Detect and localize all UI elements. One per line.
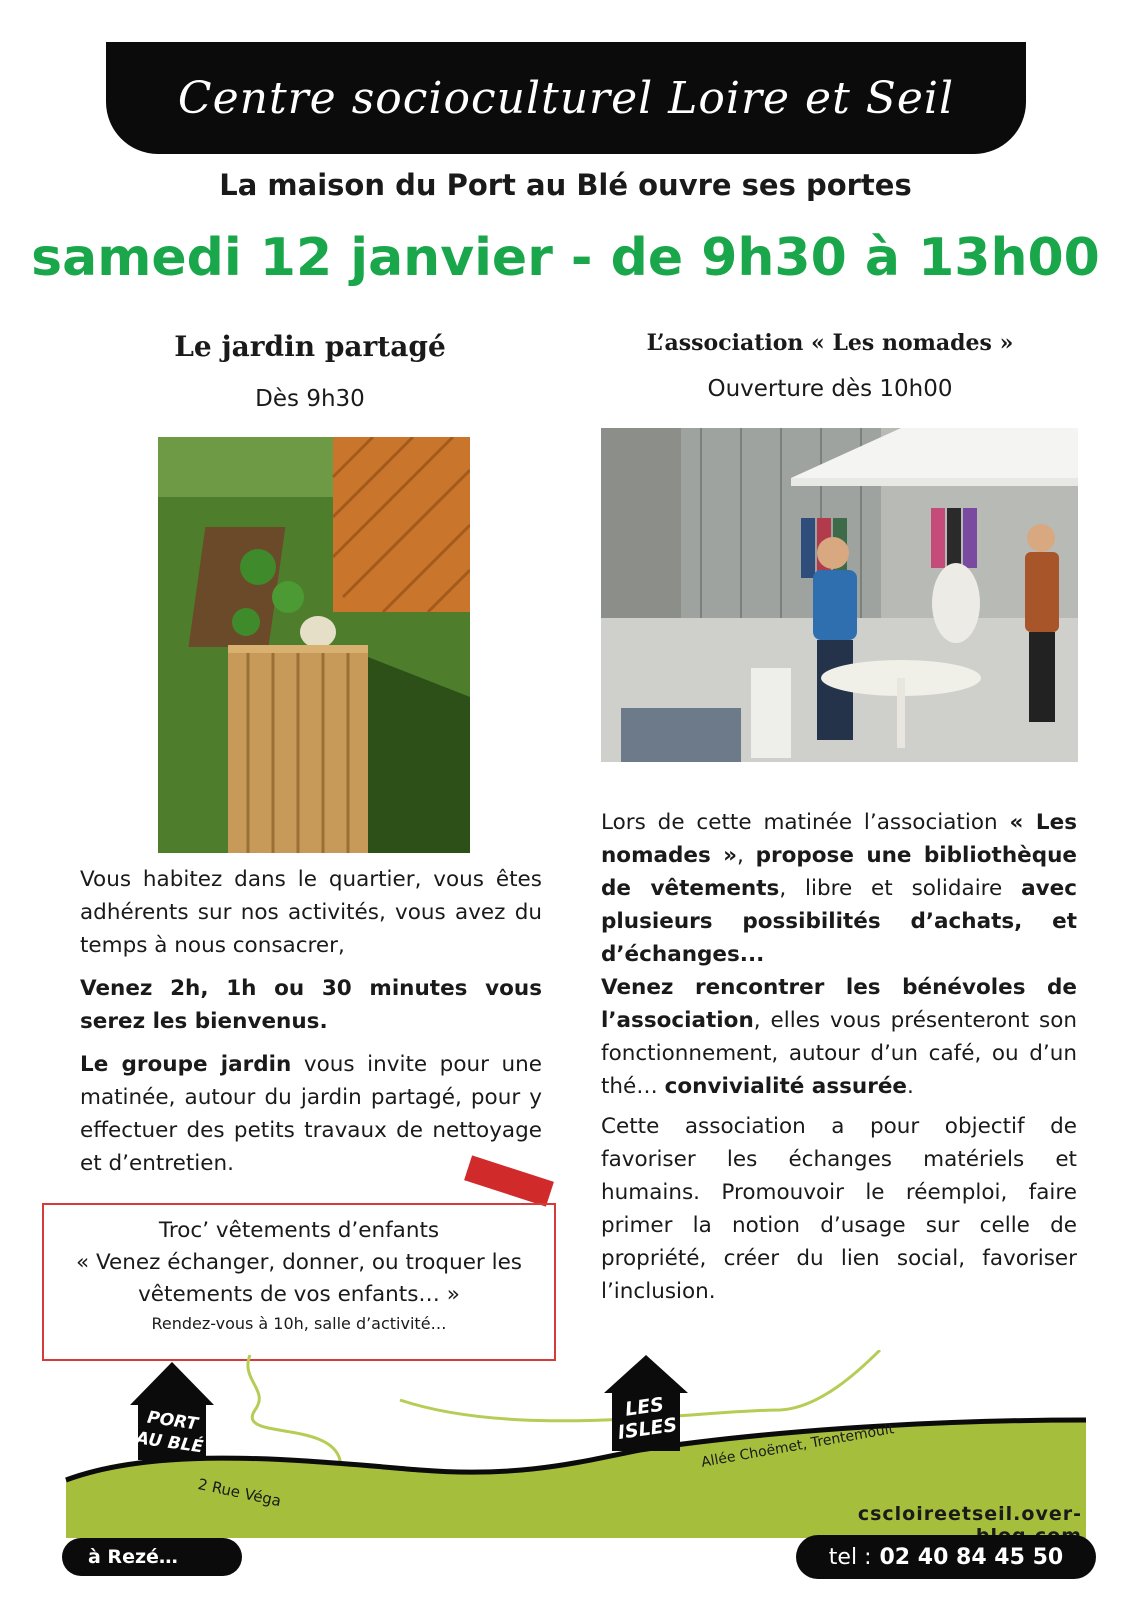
banner-title: Centre socioculturel Loire et Seil <box>177 72 955 124</box>
garden-group-label: Le groupe jardin <box>80 1052 292 1077</box>
garden-paragraph-3-text: vous invite pour une matinée, autour du jardin partagé, pour y effectuer des petits travaux de nettoyage et d’entretien. <box>80 1052 542 1176</box>
port-au-ble-address: 2 Rue Véga <box>196 1475 283 1511</box>
nomades-paragraph-3: Cette association a pour objectif de favoriser les échanges matériels et humains. Promouvoir le réemploi, faire primer la notion d’usage sur celle de propriété, créer du lien social, favoriser l’inclusion. <box>601 1114 1077 1304</box>
troc-title: Troc’ vêtements d’enfants <box>158 1218 440 1243</box>
troc-meeting: Rendez-vous à 10h, salle d’activité… <box>151 1314 447 1333</box>
garden-paragraph-1: Vous habitez dans le quartier, vous êtes adhérents sur nos activités, vous avez du temps à nous consacrer, <box>80 867 542 958</box>
market-photo <box>601 428 1078 762</box>
phone-pill <box>796 1535 1096 1579</box>
nomades-name: « Les nomades » <box>601 810 1077 868</box>
les-isles-address: Allée Choëmet, Trentemoult <box>700 1421 896 1471</box>
nomades-period: . <box>906 1074 914 1099</box>
nomades-time: Ouverture dès 10h00 <box>707 376 953 402</box>
garden-time: Dès 9h30 <box>255 386 365 412</box>
banner <box>106 42 1026 154</box>
nomades-conviviality: convivialité assurée <box>664 1074 907 1099</box>
nomades-offer: propose une bibliothèque de vêtements <box>601 843 1078 901</box>
troc-description: « Venez échanger, donner, ou troquer les vêtements de vos enfants… » <box>75 1250 523 1307</box>
phone-label: tel : <box>828 1544 872 1570</box>
event-date: samedi 12 janvier - de 9h30 à 13h00 <box>31 228 1100 288</box>
nomades-title: L’association « Les nomades » <box>646 330 1014 356</box>
phone-number[interactable]: 02 40 84 45 50 <box>879 1544 1064 1570</box>
nomades-offer-desc: , libre et solidaire <box>779 876 1022 901</box>
nomades-comma: , <box>737 843 756 868</box>
website-link[interactable]: cscloireetseil.over- <box>857 1503 1082 1525</box>
les-isles-label: LES ISLES <box>616 1393 679 1444</box>
nomades-invite-desc: , elles vous présenteront son fonctionnement, autour d’un café, ou d’un thé… <box>601 1008 1077 1099</box>
port-au-ble-label: PORT AU BLÉ <box>134 1407 205 1458</box>
nomades-options: avec plusieurs possibilités d’achats, et d’échanges... <box>601 876 1077 967</box>
city-label <box>62 1538 242 1576</box>
garden-photo <box>158 437 470 853</box>
garden-title: Le jardin partagé <box>174 330 446 363</box>
city-text: à Rezé… <box>88 1546 178 1568</box>
nomades-paragraph-1 <box>601 806 1077 1103</box>
nomades-intro: Lors de cette matinée l’association <box>601 810 1010 835</box>
garden-paragraph-2: Venez 2h, 1h ou 30 minutes vous serez les bienvenus. <box>80 976 542 1034</box>
nomades-invite: Venez rencontrer les bénévoles de l’association <box>601 975 1077 1033</box>
page-subtitle: La maison du Port au Blé ouvre ses portes <box>219 168 912 202</box>
troc-box <box>42 1203 556 1361</box>
